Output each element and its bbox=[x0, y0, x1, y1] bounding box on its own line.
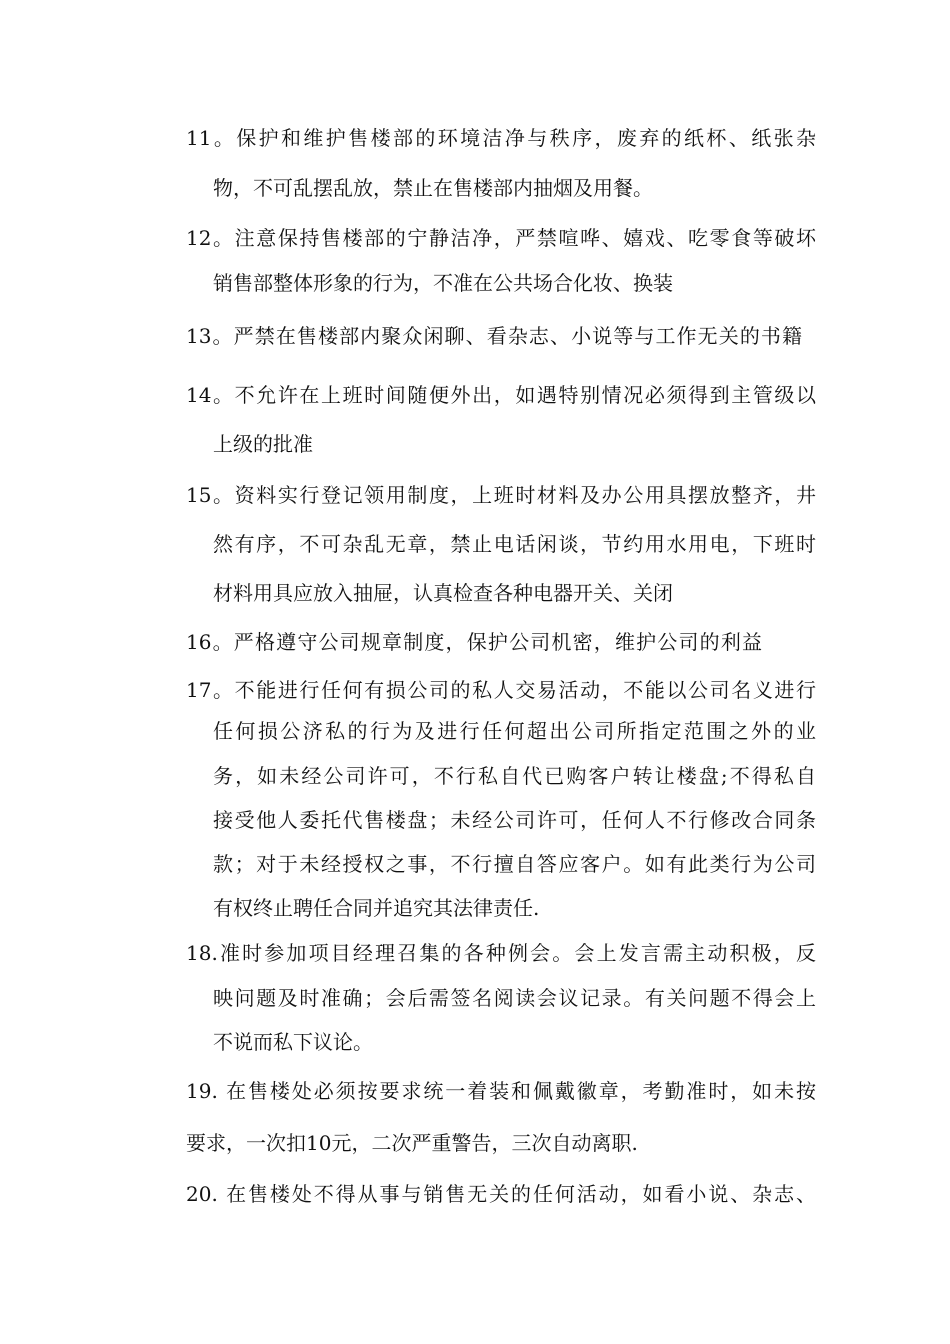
rule-14-line-1: 14。不允许在上班时间随便外出，如遇特别情况必须得到主管级以 bbox=[186, 383, 816, 407]
rule-17-line-1: 17。不能进行任何有损公司的私人交易活动，不能以公司名义进行 bbox=[186, 678, 816, 702]
rule-15-line-1: 15。资料实行登记领用制度，上班时材料及办公用具摆放整齐，井 bbox=[186, 483, 816, 507]
rule-11-line-2: 物，不可乱摆乱放，禁止在售楼部内抽烟及用餐。 bbox=[213, 176, 653, 200]
rule-17-line-3: 务，如未经公司许可，不行私自代已购客户转让楼盘;不得私自 bbox=[213, 764, 816, 788]
rule-18-line-1: 18.准时参加项目经理召集的各种例会。会上发言需主动积极，反 bbox=[186, 941, 816, 965]
rule-14-line-2: 上级的批准 bbox=[213, 432, 313, 456]
rule-19-line-2: 要求，一次扣10元，二次严重警告，三次自动离职. bbox=[186, 1131, 638, 1155]
rule-17-line-4: 接受他人委托代售楼盘；未经公司许可，任何人不行修改合同条 bbox=[213, 808, 816, 832]
rule-13-line-1: 13。严禁在售楼部内聚众闲聊、看杂志、小说等与工作无关的书籍 bbox=[186, 324, 802, 348]
rule-19-line-1: 19. 在售楼处必须按要求统一着装和佩戴徽章，考勤准时，如未按 bbox=[186, 1079, 816, 1103]
rule-15-line-3: 材料用具应放入抽屉，认真检查各种电器开关、关闭 bbox=[213, 581, 673, 605]
rule-17-line-2: 任何损公济私的行为及进行任何超出公司所指定范围之外的业 bbox=[213, 719, 816, 743]
rule-15-line-2: 然有序，不可杂乱无章，禁止电话闲谈，节约用水用电，下班时 bbox=[213, 532, 816, 556]
rule-18-line-3: 不说而私下议论。 bbox=[213, 1030, 373, 1054]
rule-12-line-1: 12。注意保持售楼部的宁静洁净，严禁喧哗、嬉戏、吃零食等破坏 bbox=[186, 226, 816, 250]
rule-20-line-1: 20. 在售楼处不得从事与销售无关的任何活动，如看小说、杂志、 bbox=[186, 1182, 816, 1206]
rule-17-line-6: 有权终止聘任合同并追究其法律责任. bbox=[213, 896, 540, 920]
rule-18-line-2: 映问题及时准确；会后需签名阅读会议记录。有关问题不得会上 bbox=[213, 986, 816, 1010]
rule-11-line-1: 11。保护和维护售楼部的环境洁净与秩序，废弃的纸杯、纸张杂 bbox=[186, 126, 816, 150]
rule-16-line-1: 16。严格遵守公司规章制度，保护公司机密，维护公司的利益 bbox=[186, 630, 762, 654]
rule-17-line-5: 款；对于未经授权之事，不行擅自答应客户。如有此类行为公司 bbox=[213, 852, 816, 876]
rule-12-line-2: 销售部整体形象的行为，不准在公共场合化妆、换装 bbox=[213, 271, 673, 295]
